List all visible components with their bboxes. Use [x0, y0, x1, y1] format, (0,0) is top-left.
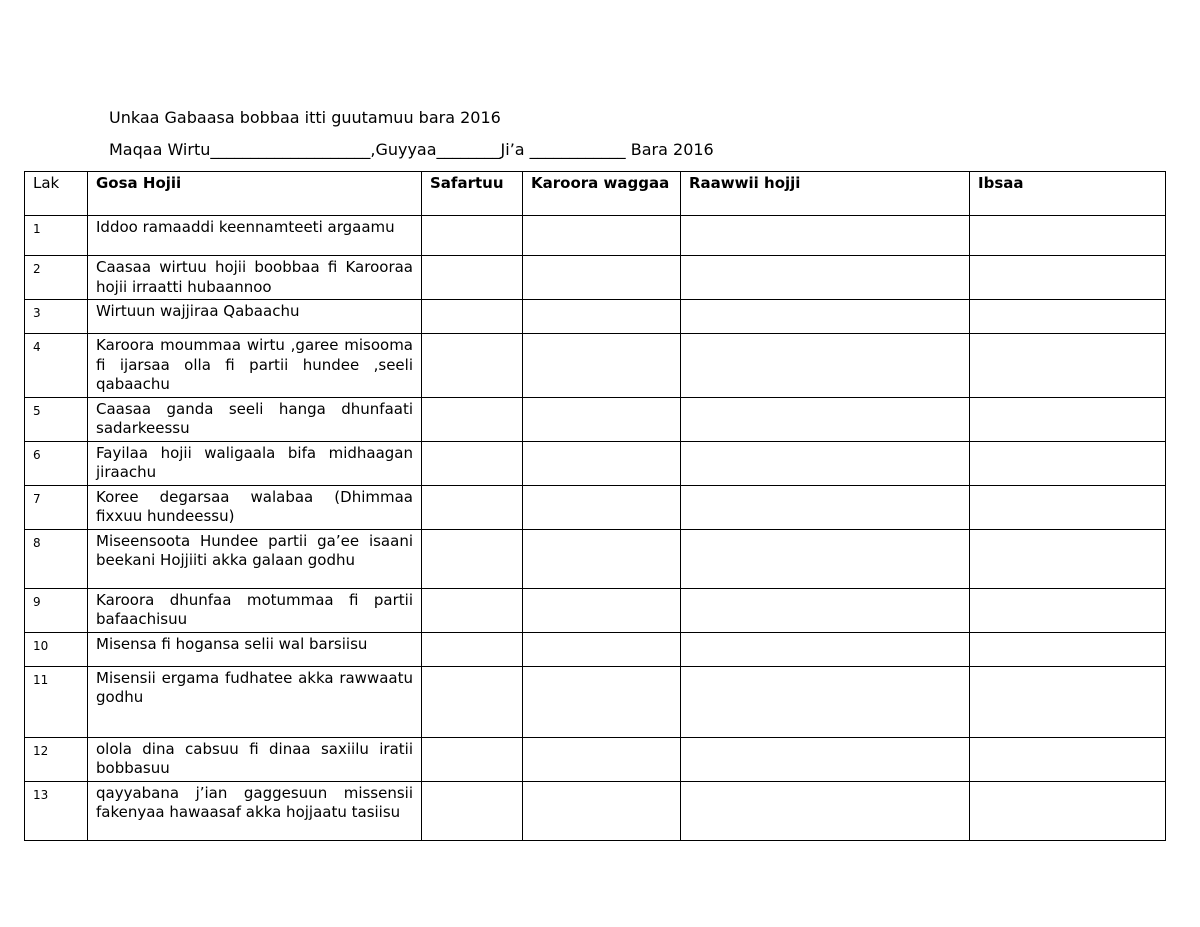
header-karoora-waggaa: Karoora waggaa — [523, 172, 681, 216]
table-row — [25, 666, 1166, 737]
row-number: 13 — [25, 781, 88, 840]
cell-karoora-waggaa[interactable] — [523, 737, 681, 781]
cell-safartuu[interactable] — [422, 334, 523, 398]
table-row — [25, 397, 1166, 441]
row-number: 5 — [25, 397, 88, 441]
table-header-row — [25, 172, 1166, 216]
row-number: 10 — [25, 632, 88, 666]
cell-ibsaa[interactable] — [970, 588, 1166, 632]
row-task: Koree degarsaa walabaa (Dhimmaa fixxuu hundeessu) — [88, 485, 422, 529]
cell-safartuu[interactable] — [422, 441, 523, 485]
row-number: 11 — [25, 666, 88, 737]
row-task: Miseensoota Hundee partii ga’ee isaani beekani Hojjiiti akka galaan godhu — [88, 529, 422, 588]
table-row — [25, 632, 1166, 666]
cell-ibsaa[interactable] — [970, 441, 1166, 485]
cell-karoora-waggaa[interactable] — [523, 397, 681, 441]
row-task: Misensii ergama fudhatee akka rawwaatu godhu — [88, 666, 422, 737]
table-row — [25, 485, 1166, 529]
cell-karoora-waggaa[interactable] — [523, 216, 681, 256]
cell-raawwii-hojji[interactable] — [681, 485, 970, 529]
table-row — [25, 441, 1166, 485]
row-number: 1 — [25, 216, 88, 256]
row-task: olola dina cabsuu fi dinaa saxiilu iratii bobbasuu — [88, 737, 422, 781]
cell-karoora-waggaa[interactable] — [523, 588, 681, 632]
cell-ibsaa[interactable] — [970, 485, 1166, 529]
row-task: qayyabana j’ian gaggesuun missensii fakenyaa hawaasaf akka hojjaatu tasiisu — [88, 781, 422, 840]
cell-raawwii-hojji[interactable] — [681, 300, 970, 334]
report-table — [24, 171, 1166, 841]
cell-ibsaa[interactable] — [970, 300, 1166, 334]
cell-ibsaa[interactable] — [970, 666, 1166, 737]
row-number: 4 — [25, 334, 88, 398]
cell-safartuu[interactable] — [422, 632, 523, 666]
cell-safartuu[interactable] — [422, 737, 523, 781]
table-row — [25, 256, 1166, 300]
row-number: 8 — [25, 529, 88, 588]
cell-safartuu[interactable] — [422, 256, 523, 300]
cell-karoora-waggaa[interactable] — [523, 781, 681, 840]
row-number: 3 — [25, 300, 88, 334]
cell-ibsaa[interactable] — [970, 397, 1166, 441]
document-title: Unkaa Gabaasa bobbaa itti guutamuu bara 2016 — [109, 108, 501, 127]
cell-safartuu[interactable] — [422, 485, 523, 529]
table-row — [25, 781, 1166, 840]
cell-raawwii-hojji[interactable] — [681, 529, 970, 588]
row-number: 7 — [25, 485, 88, 529]
row-task: Karoora dhunfaa motummaa fi partii bafaachisuu — [88, 588, 422, 632]
row-task: Caasaa ganda seeli hanga dhunfaati sadarkeessu — [88, 397, 422, 441]
cell-ibsaa[interactable] — [970, 781, 1166, 840]
row-number: 12 — [25, 737, 88, 781]
cell-karoora-waggaa[interactable] — [523, 666, 681, 737]
cell-raawwii-hojji[interactable] — [681, 334, 970, 398]
cell-karoora-waggaa[interactable] — [523, 441, 681, 485]
row-task: Karoora moummaa wirtu ,garee misooma fi ijarsaa olla fi partii hundee ,seeli qabaachu — [88, 334, 422, 398]
row-number: 9 — [25, 588, 88, 632]
table-row — [25, 588, 1166, 632]
header-raawwii-hojji: Raawwii hojji — [681, 172, 970, 216]
cell-ibsaa[interactable] — [970, 334, 1166, 398]
cell-ibsaa[interactable] — [970, 216, 1166, 256]
row-task: Wirtuun wajjiraa Qabaachu — [88, 300, 422, 334]
header-lak: Lak — [25, 172, 88, 216]
header-gosa-hojii: Gosa Hojii — [88, 172, 422, 216]
cell-safartuu[interactable] — [422, 216, 523, 256]
row-task: Fayilaa hojii waligaala bifa midhaagan jiraachu — [88, 441, 422, 485]
cell-raawwii-hojji[interactable] — [681, 256, 970, 300]
cell-raawwii-hojji[interactable] — [681, 397, 970, 441]
cell-safartuu[interactable] — [422, 300, 523, 334]
row-number: 6 — [25, 441, 88, 485]
cell-ibsaa[interactable] — [970, 632, 1166, 666]
document-subtitle-form-line: Maqaa Wirtu____________________,Guyyaa________Ji’a ____________ Bara 2016 — [109, 140, 714, 159]
cell-karoora-waggaa[interactable] — [523, 300, 681, 334]
cell-raawwii-hojji[interactable] — [681, 781, 970, 840]
row-task: Iddoo ramaaddi keennamteeti argaamu — [88, 216, 422, 256]
cell-raawwii-hojji[interactable] — [681, 632, 970, 666]
row-number: 2 — [25, 256, 88, 300]
table-row — [25, 300, 1166, 334]
cell-karoora-waggaa[interactable] — [523, 529, 681, 588]
cell-safartuu[interactable] — [422, 781, 523, 840]
cell-ibsaa[interactable] — [970, 529, 1166, 588]
cell-raawwii-hojji[interactable] — [681, 588, 970, 632]
cell-karoora-waggaa[interactable] — [523, 485, 681, 529]
cell-safartuu[interactable] — [422, 588, 523, 632]
cell-karoora-waggaa[interactable] — [523, 632, 681, 666]
table-row — [25, 216, 1166, 256]
cell-raawwii-hojji[interactable] — [681, 666, 970, 737]
cell-safartuu[interactable] — [422, 529, 523, 588]
cell-safartuu[interactable] — [422, 666, 523, 737]
cell-ibsaa[interactable] — [970, 737, 1166, 781]
cell-karoora-waggaa[interactable] — [523, 256, 681, 300]
cell-ibsaa[interactable] — [970, 256, 1166, 300]
header-ibsaa: Ibsaa — [970, 172, 1166, 216]
cell-safartuu[interactable] — [422, 397, 523, 441]
table-row — [25, 334, 1166, 398]
row-task: Misensa fi hogansa selii wal barsiisu — [88, 632, 422, 666]
table-row — [25, 737, 1166, 781]
header-safartuu: Safartuu — [422, 172, 523, 216]
cell-raawwii-hojji[interactable] — [681, 216, 970, 256]
cell-raawwii-hojji[interactable] — [681, 441, 970, 485]
cell-karoora-waggaa[interactable] — [523, 334, 681, 398]
row-task: Caasaa wirtuu hojii boobbaa fi Karooraa hojii irraatti hubaannoo — [88, 256, 422, 300]
cell-raawwii-hojji[interactable] — [681, 737, 970, 781]
table-row — [25, 529, 1166, 588]
